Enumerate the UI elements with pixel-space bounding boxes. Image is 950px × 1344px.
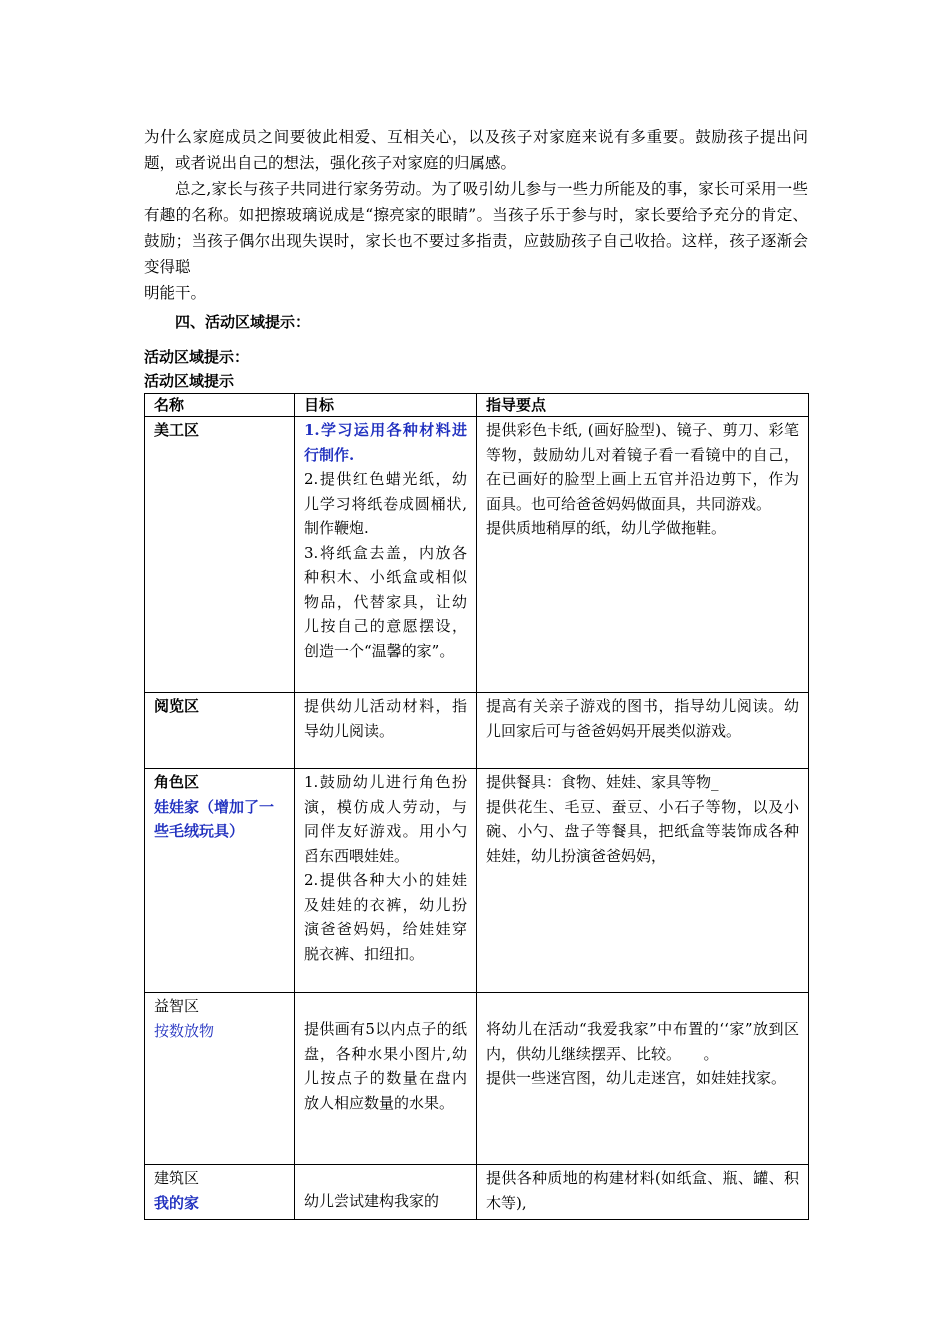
area-subtitle: 娃娃家（增加了一些毛绒玩具） bbox=[154, 797, 275, 840]
area-heading-2: 活动区域提示 bbox=[144, 372, 235, 390]
goal-item: 1.鼓励幼儿进行角色扮演，模仿成人劳动，与同伴友好游戏。用小勺舀东西喂娃娃。 bbox=[304, 773, 467, 865]
goal-item: 2.提供红色蜡光纸，幼儿学习将纸卷成圆桶状,制作鞭炮. bbox=[304, 470, 467, 537]
area-guide bbox=[477, 769, 809, 993]
area-title: 益智区 bbox=[154, 997, 200, 1015]
guide-item: 提供餐具：食物、娃娃、家具等物_ bbox=[486, 773, 719, 791]
intro-paragraph-1: 为什么家庭成员之间要彼此相爱、互相关心，以及孩子对家庭来说有多重要。鼓励孩子提出问题，或者说出自己的想法，强化孩子对家庭的归属感。 bbox=[144, 128, 808, 172]
area-guide bbox=[477, 1165, 809, 1220]
area-name: 阅览区 bbox=[145, 693, 295, 769]
area-name bbox=[145, 769, 295, 993]
table-row bbox=[145, 769, 809, 993]
document-page bbox=[144, 124, 808, 1220]
area-name: 美工区 bbox=[145, 417, 295, 693]
header-guide: 指导要点 bbox=[477, 394, 809, 417]
area-guide bbox=[477, 693, 809, 769]
table-row bbox=[145, 993, 809, 1165]
header-name: 名称 bbox=[145, 394, 295, 417]
area-goal bbox=[295, 417, 477, 693]
area-subtitle: 按数放物 bbox=[154, 1021, 215, 1040]
area-goal: 幼儿尝试建构我家的 bbox=[295, 1165, 477, 1220]
guide-item: 将幼儿在活动“我爱我家”中布置的‘‘家”放到区内，供幼儿继续摆弄、比较。 。 bbox=[486, 1020, 799, 1063]
goal-item: 3.将纸盒去盖，内放各种积木、小纸盒或相似物品，代替家具，让幼儿按自己的意愿摆设，创造一个“温馨的家”。 bbox=[304, 543, 467, 660]
area-title: 建筑区 bbox=[154, 1169, 200, 1187]
guide-item: 提供彩色卡纸, (画好脸型)、镜子、剪刀、彩笔等物，鼓励幼儿对着镜子看一看镜中的自己，在已画好的脸型上画上五官并沿边剪下，作为面具。也可给爸爸妈妈做面具，共同游戏。 bbox=[486, 421, 799, 513]
area-guide bbox=[477, 417, 809, 693]
guide-item: 提高有关亲子游戏的图书，指导幼儿阅读。幼儿回家后可与爸爸妈妈开展类似游戏。 bbox=[486, 697, 799, 740]
area-name bbox=[145, 993, 295, 1165]
area-title: 角色区 bbox=[154, 773, 200, 791]
activity-area-table bbox=[144, 393, 809, 1220]
intro-paragraph-3: 明能干。 bbox=[144, 284, 207, 302]
area-guide bbox=[477, 993, 809, 1165]
guide-item: 提供一些迷宫图，幼儿走迷宫，如娃娃找家。 bbox=[486, 1069, 787, 1087]
intro-paragraph-2: 总之,家长与孩子共同进行家务劳动。为了吸引幼儿参与一些力所能及的事，家长可采用一些有趣的名称。如把擦玻璃说成是“擦亮家的眼睛”。当孩子乐于参与时，家长要给予充分的肯定、鼓励；当孩子偶尔出现失误时，家长也不要过多指责，应鼓励孩子自己收拾。这样，孩子逐渐会变得聪 bbox=[144, 180, 808, 276]
area-goal: 提供画有5以内点子的纸盘，各种水果小图片,幼儿按点子的数量在盘内放人相应数量的水果。 bbox=[295, 993, 477, 1165]
guide-item: 提供质地稍厚的纸，幼儿学做拖鞋。 bbox=[486, 519, 727, 537]
area-heading-1: 活动区域提示： bbox=[144, 348, 250, 366]
area-goal: 提供幼儿活动材料，指导幼儿阅读。 bbox=[295, 693, 477, 769]
section-heading: 四、活动区域提示： bbox=[175, 313, 311, 331]
guide-item: 提供花生、毛豆、蚕豆、小石子等物，以及小碗、小勺、盘子等餐具，把纸盒等装饰成各种娃娃，幼儿扮演爸爸妈妈， bbox=[486, 797, 799, 865]
table-row bbox=[145, 1165, 809, 1220]
area-name bbox=[145, 1165, 295, 1220]
goal-title: 1.学习运用各种材料进行制作. bbox=[304, 421, 467, 464]
table-row bbox=[145, 417, 809, 693]
table-header-row bbox=[145, 394, 809, 417]
table-row bbox=[145, 693, 809, 769]
guide-item: 提供各种质地的构建材料(如纸盒、瓶、罐、积木等), bbox=[486, 1169, 799, 1212]
goal-item: 2.提供各种大小的娃娃及娃娃的衣裤，幼儿扮演爸爸妈妈，给娃娃穿脱衣裤、扣纽扣。 bbox=[304, 871, 467, 963]
header-goal: 目标 bbox=[295, 394, 477, 417]
area-subtitle: 我的家 bbox=[154, 1193, 200, 1212]
area-goal bbox=[295, 769, 477, 993]
